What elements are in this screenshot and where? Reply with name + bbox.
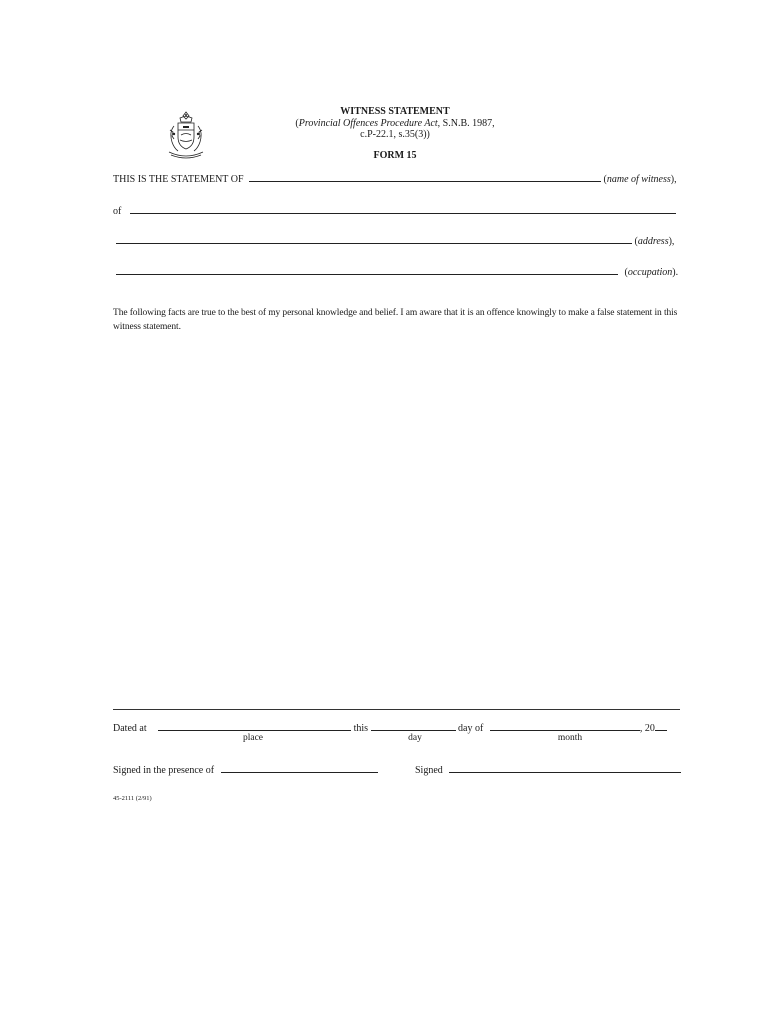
month-label: month [557,733,583,743]
signed-presence-label: Signed in the presence of [113,765,215,776]
signed-label: Signed [415,765,443,776]
form-title: WITNESS STATEMENT [340,106,450,117]
of-row [113,204,676,217]
witness-presence-row [113,763,378,776]
act-reference: , S.N.B. 1987, [437,118,495,129]
this-label: this [353,723,369,734]
month-field[interactable] [490,721,640,731]
day-field[interactable] [371,721,456,731]
year-prefix: , 20 [639,723,655,734]
name-of-witness-hint: name of witness [606,174,671,185]
act-name: Provincial Offences Procedure Act [298,118,438,129]
address-field[interactable] [116,234,632,244]
occupation-hint: occupation [627,267,673,278]
witness-name-field[interactable] [249,172,601,182]
statement-of-label: THIS IS THE STATEMENT OF [113,174,244,185]
form-number: FORM 15 [373,150,417,161]
address-hint: address [637,236,669,247]
place-field[interactable] [158,721,351,731]
act-citation: (Provincial Offences Procedure Act, S.N.B. 1987, [295,118,495,129]
address-row: (address), [116,234,674,247]
presence-signature-field[interactable] [221,763,378,773]
year-field[interactable] [655,721,667,731]
occupation-field[interactable] [116,265,618,275]
day-of-label: day of [458,723,484,734]
dated-at-label: Dated at [113,723,147,734]
coat-of-arms-icon [166,110,206,160]
day-label: day [408,733,422,743]
signed-row [415,763,681,776]
of-label: of [113,206,122,217]
occupation-row: (occupation). [116,265,678,278]
of-field[interactable] [130,204,676,214]
witness-signature-field[interactable] [449,763,681,773]
statement-body-area[interactable] [113,345,680,700]
form-code: 45-2111 (2/91) [113,795,152,802]
place-label: place [242,733,264,743]
declaration-text: The following facts are true to the best of my personal knowledge and belief. I am aware that it is an offence knowingly to make a false statement in this witness statement. [113,308,678,332]
divider-line [113,709,680,710]
act-section: c.P-22.1, s.35(3)) [360,129,430,140]
statement-of-row: THIS IS THE STATEMENT OF (name of witness), [113,174,677,185]
